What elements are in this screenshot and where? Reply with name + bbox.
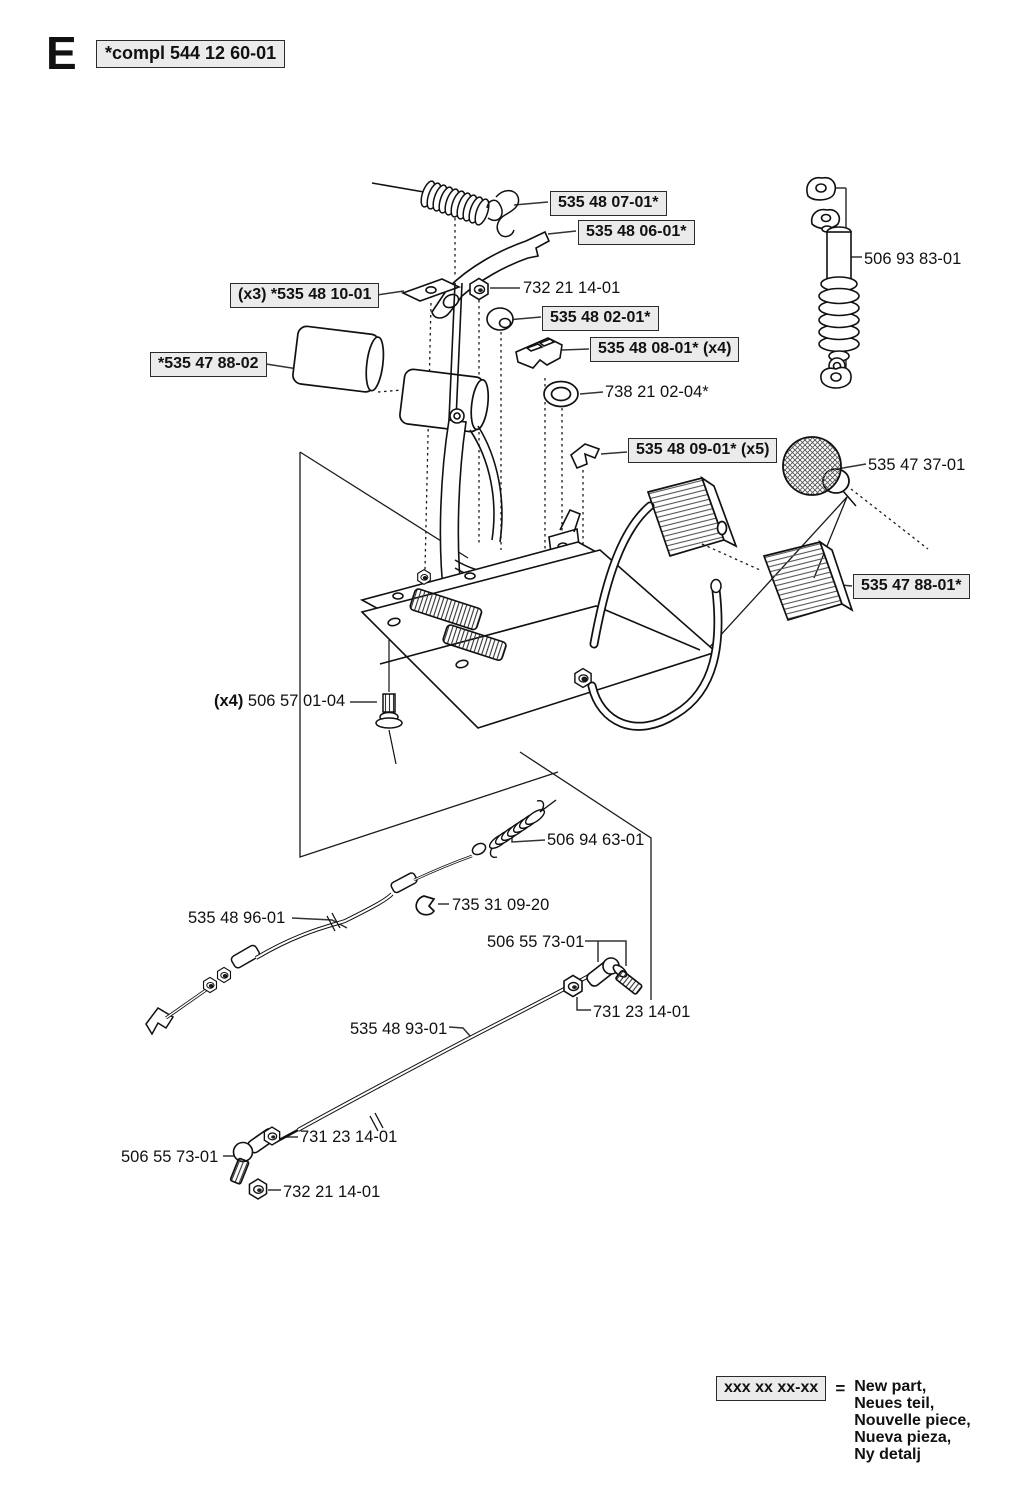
new-part-legend [716, 1376, 971, 1463]
release-lever [432, 232, 549, 318]
callout-731-23-14-01-upper: 731 23 14-01 [593, 1003, 691, 1021]
nut-731-lower [264, 1127, 279, 1145]
nut-732-lower [249, 1179, 266, 1199]
callout-506-57-01-04 [214, 692, 345, 710]
brake-cable [272, 972, 596, 1144]
cable-clip [416, 896, 434, 915]
callout-735-31-09-20: 735 31 09-20 [452, 896, 550, 914]
callout-535-48-06-01: 535 48 06-01* [578, 220, 695, 245]
legend-meaning-en: New part, [854, 1378, 927, 1395]
shock-absorber [807, 178, 859, 388]
callout-part-number: 506 57 01-04 [243, 692, 346, 710]
callout-731-23-14-01-lower: 731 23 14-01 [300, 1128, 398, 1146]
callout-535-48-07-01: 535 48 07-01* [550, 191, 667, 216]
legend-meaning-sv: Ny detalj [854, 1446, 921, 1463]
clamp-block [516, 338, 562, 368]
callout-qty-prefix: (x4) [214, 692, 244, 710]
section-letter: E [46, 27, 77, 79]
assembly-ref-box: *compl 544 12 60-01 [96, 40, 285, 68]
ball-joint-upper [585, 958, 642, 995]
return-spring [372, 179, 519, 236]
flange-nut-top [470, 279, 488, 300]
callout-535-48-08-01: 535 48 08-01* (x4) [590, 337, 739, 362]
callout-535-47-37-01: 535 47 37-01 [868, 456, 966, 474]
retainer-clip [571, 444, 599, 468]
callout-506-93-83-01: 506 93 83-01 [864, 250, 962, 268]
callout-535-48-09-01: 535 48 09-01* (x5) [628, 438, 777, 463]
knob [783, 437, 856, 506]
callout-535-48-02-01: 535 48 02-01* [542, 306, 659, 331]
callout-732-21-14-01-lower: 732 21 14-01 [283, 1183, 381, 1201]
tension-spring [487, 800, 556, 857]
legend-equals-sign: = [835, 1379, 846, 1398]
seal-ring [544, 382, 578, 407]
legend-meaning-fr: Nouvelle piece, [854, 1412, 971, 1429]
throttle-cable [146, 841, 488, 1034]
callout-506-55-73-01-upper: 506 55 73-01 [487, 933, 585, 951]
nut-731-upper [564, 976, 582, 997]
legend-part-number-pattern: xxx xx xx-xx [716, 1376, 826, 1401]
callout-535-47-88-01: 535 47 88-01* [853, 574, 970, 599]
legend-meanings [854, 1376, 971, 1463]
callout-738-21-02-04: 738 21 02-04* [605, 383, 709, 401]
callout-506-55-73-01-lower: 506 55 73-01 [121, 1148, 219, 1166]
callout-732-21-14-01-top: 732 21 14-01 [523, 279, 621, 297]
pedal-pad-1 [648, 478, 736, 556]
callout-535-48-96-01: 535 48 96-01 [188, 909, 286, 927]
callout-535-47-88-02: *535 47 88-02 [150, 352, 267, 377]
pedal-pad-2 [764, 542, 852, 620]
callout-535-48-10-01: (x3) *535 48 10-01 [230, 283, 379, 308]
callout-506-94-63-01: 506 94 63-01 [547, 831, 645, 849]
rubber-grommet [487, 308, 513, 330]
legend-meaning-es: Nueva pieza, [854, 1429, 952, 1446]
callout-535-48-93-01: 535 48 93-01 [350, 1020, 448, 1038]
legend-meaning-de: Neues teil, [854, 1395, 935, 1412]
